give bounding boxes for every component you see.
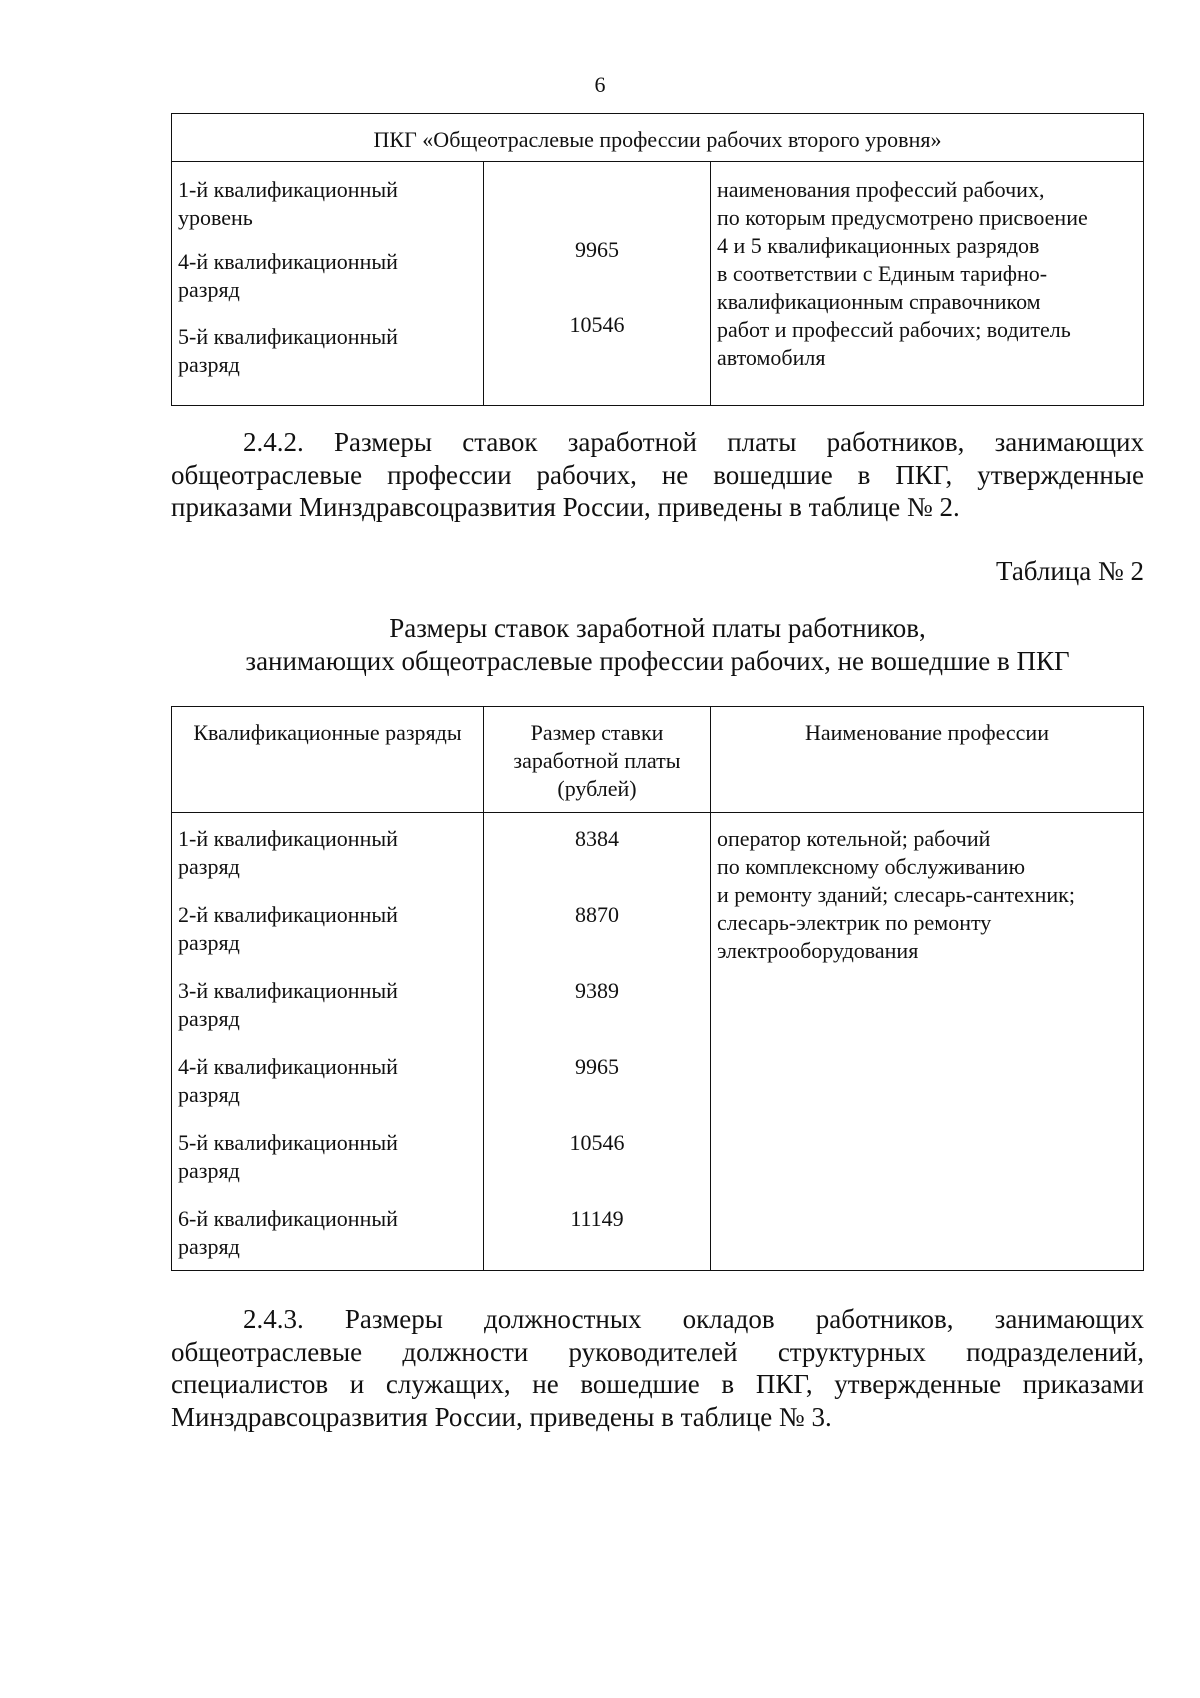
rates-profession-line: слесарь-электрик по ремонту: [717, 910, 992, 935]
pkg-profession-line: 4 и 5 квалификационных разрядов: [717, 233, 1040, 258]
pkg-table-title: ПКГ «Общеотраслевые профессии рабочих второго уровня»: [172, 114, 1144, 162]
rates-profession-line: электрооборудования: [717, 938, 919, 963]
pkg-profession-line: в соответствии с Единым тарифно-: [717, 261, 1048, 286]
table-2-caption-line: Размеры ставок заработной платы работников,: [389, 613, 926, 643]
rates-grade-3: 3-й квалификационный разряд: [178, 978, 398, 1031]
pkg-table: [171, 113, 1144, 406]
rates-grades-cell: [172, 813, 484, 1271]
pkg-profession-line: работ и профессий рабочих; водитель: [717, 317, 1071, 342]
rates-profession-line: по комплексному обслуживанию: [717, 854, 1026, 879]
rates-value-5: 10546: [569, 1130, 625, 1155]
rates-grade-6: 6-й квалификационный разряд: [178, 1206, 398, 1259]
rates-header-profession: Наименование профессии: [711, 707, 1144, 813]
rates-grade-2: 2-й квалификационный разряд: [178, 902, 398, 955]
paragraph-2-4-2: [171, 426, 1144, 524]
paragraph-2-4-2-text: 2.4.2. Размеры ставок заработной платы работников, занимающих общеотраслевые профессии рабочих, не вошедшие в ПКГ, утвержденные приказами Минздравсоцразвития России, приведены в таблице № 2.: [171, 427, 1144, 522]
rates-value-1: 8384: [575, 826, 619, 851]
page-number: 6: [594, 72, 606, 97]
rates-grade-1: 1-й квалификационный разряд: [178, 826, 398, 879]
pkg-professions-cell: [711, 162, 1144, 406]
pkg-profession-line: квалификационным справочником: [717, 289, 1041, 314]
rates-header-grades: Квалификационные разряды: [172, 707, 484, 813]
rates-value-6: 11149: [570, 1206, 624, 1231]
pkg-level-4: 4-й квалификационный разряд: [178, 249, 398, 302]
rates-professions-cell: [711, 813, 1144, 1271]
rates-value-3: 9389: [575, 978, 619, 1003]
rates-profession-line: оператор котельной; рабочий: [717, 826, 991, 851]
rates-header-rate-line: заработной платы: [513, 748, 681, 773]
rates-header-rate-line: Размер ставки: [530, 720, 664, 745]
rates-value-4: 9965: [575, 1054, 619, 1079]
pkg-level-1: 1-й квалификационный уровень: [178, 177, 398, 230]
rates-grade-5: 5-й квалификационный разряд: [178, 1130, 398, 1183]
pkg-profession-line: наименования профессий рабочих,: [717, 177, 1045, 202]
pkg-levels-cell: [172, 162, 484, 406]
table-2-label: Таблица № 2: [996, 556, 1144, 586]
rates-table: [171, 706, 1144, 1271]
rates-values-cell: [484, 813, 711, 1271]
pkg-level-5: 5-й квалификационный разряд: [178, 324, 398, 377]
rates-grade-4: 4-й квалификационный разряд: [178, 1054, 398, 1107]
pkg-rate-5: 10546: [569, 312, 625, 337]
rates-header-rate: [484, 707, 711, 813]
rates-profession-line: и ремонту зданий; слесарь-сантехник;: [717, 882, 1075, 907]
pkg-rate-4: 9965: [575, 237, 619, 262]
rates-header-rate-line: (рублей): [557, 776, 637, 801]
pkg-profession-line: автомобиля: [717, 345, 826, 370]
pkg-rates-cell: [484, 162, 711, 406]
table-2-caption: [171, 612, 1144, 677]
table-2-caption-line: занимающих общеотраслевые профессии рабочих, не вошедшие в ПКГ: [245, 645, 1070, 676]
rates-value-2: 8870: [575, 902, 619, 927]
paragraph-2-4-3: [171, 1303, 1144, 1433]
pkg-profession-line: по которым предусмотрено присвоение: [717, 205, 1088, 230]
paragraph-2-4-3-text: 2.4.3. Размеры должностных окладов работников, занимающих общеотраслевые должности руководителей структурных подразделений, специалистов и служащих, не вошедшие в ПКГ, утвержденные приказами Минздравсоцразвития России, приведены в таблице № 3.: [171, 1304, 1144, 1432]
